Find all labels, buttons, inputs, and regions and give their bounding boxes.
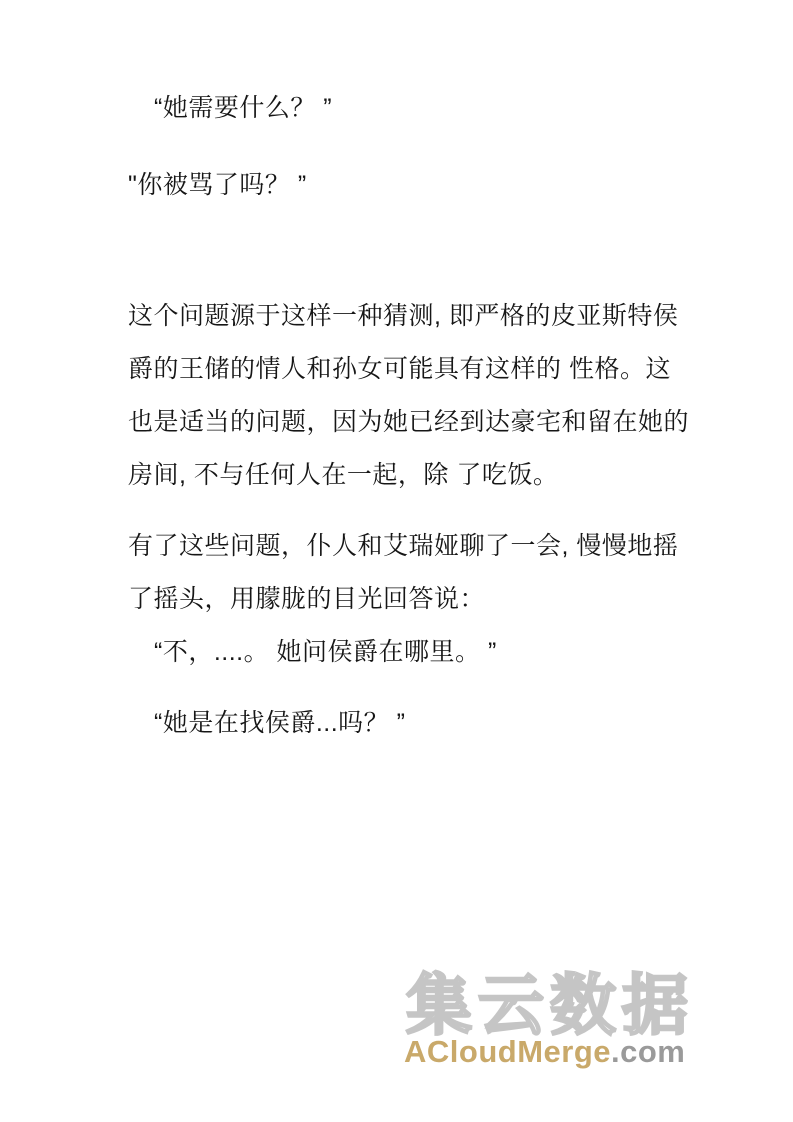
spacer (128, 212, 693, 290)
spacer (128, 502, 693, 520)
spacer (128, 679, 693, 697)
paragraph-dialogue: “不，....。 她问侯爵在哪里。 ” (154, 638, 497, 666)
watermark-brand-suffix: .com (611, 1034, 686, 1069)
paragraph-line: “她需要什么？ ” (154, 94, 333, 122)
paragraph-dialogue: “她是在找侯爵...吗？ ” (154, 709, 406, 737)
paragraph-line: "你被骂了吗？ ” (128, 171, 307, 199)
watermark-brand-prefix: ACloudMerge (404, 1034, 611, 1069)
paragraph-body: 有了这些问题，仆人和艾瑞娅聊了一会, 慢慢地摇了摇头，用朦胧的目光回答说： (128, 532, 679, 613)
watermark-chinese-text: 集云数据 (406, 968, 694, 1042)
paragraph-body: 这个问题源于这样一种猜测, 即严格的皮亚斯特侯爵的王储的情人和孙女可能具有这样的 性格。这也是适当的问题，因为她已经到达豪宅和留在她的房间, 不与任何人在一起，除 了吃饭。 (128, 302, 690, 489)
spacer (128, 135, 693, 159)
